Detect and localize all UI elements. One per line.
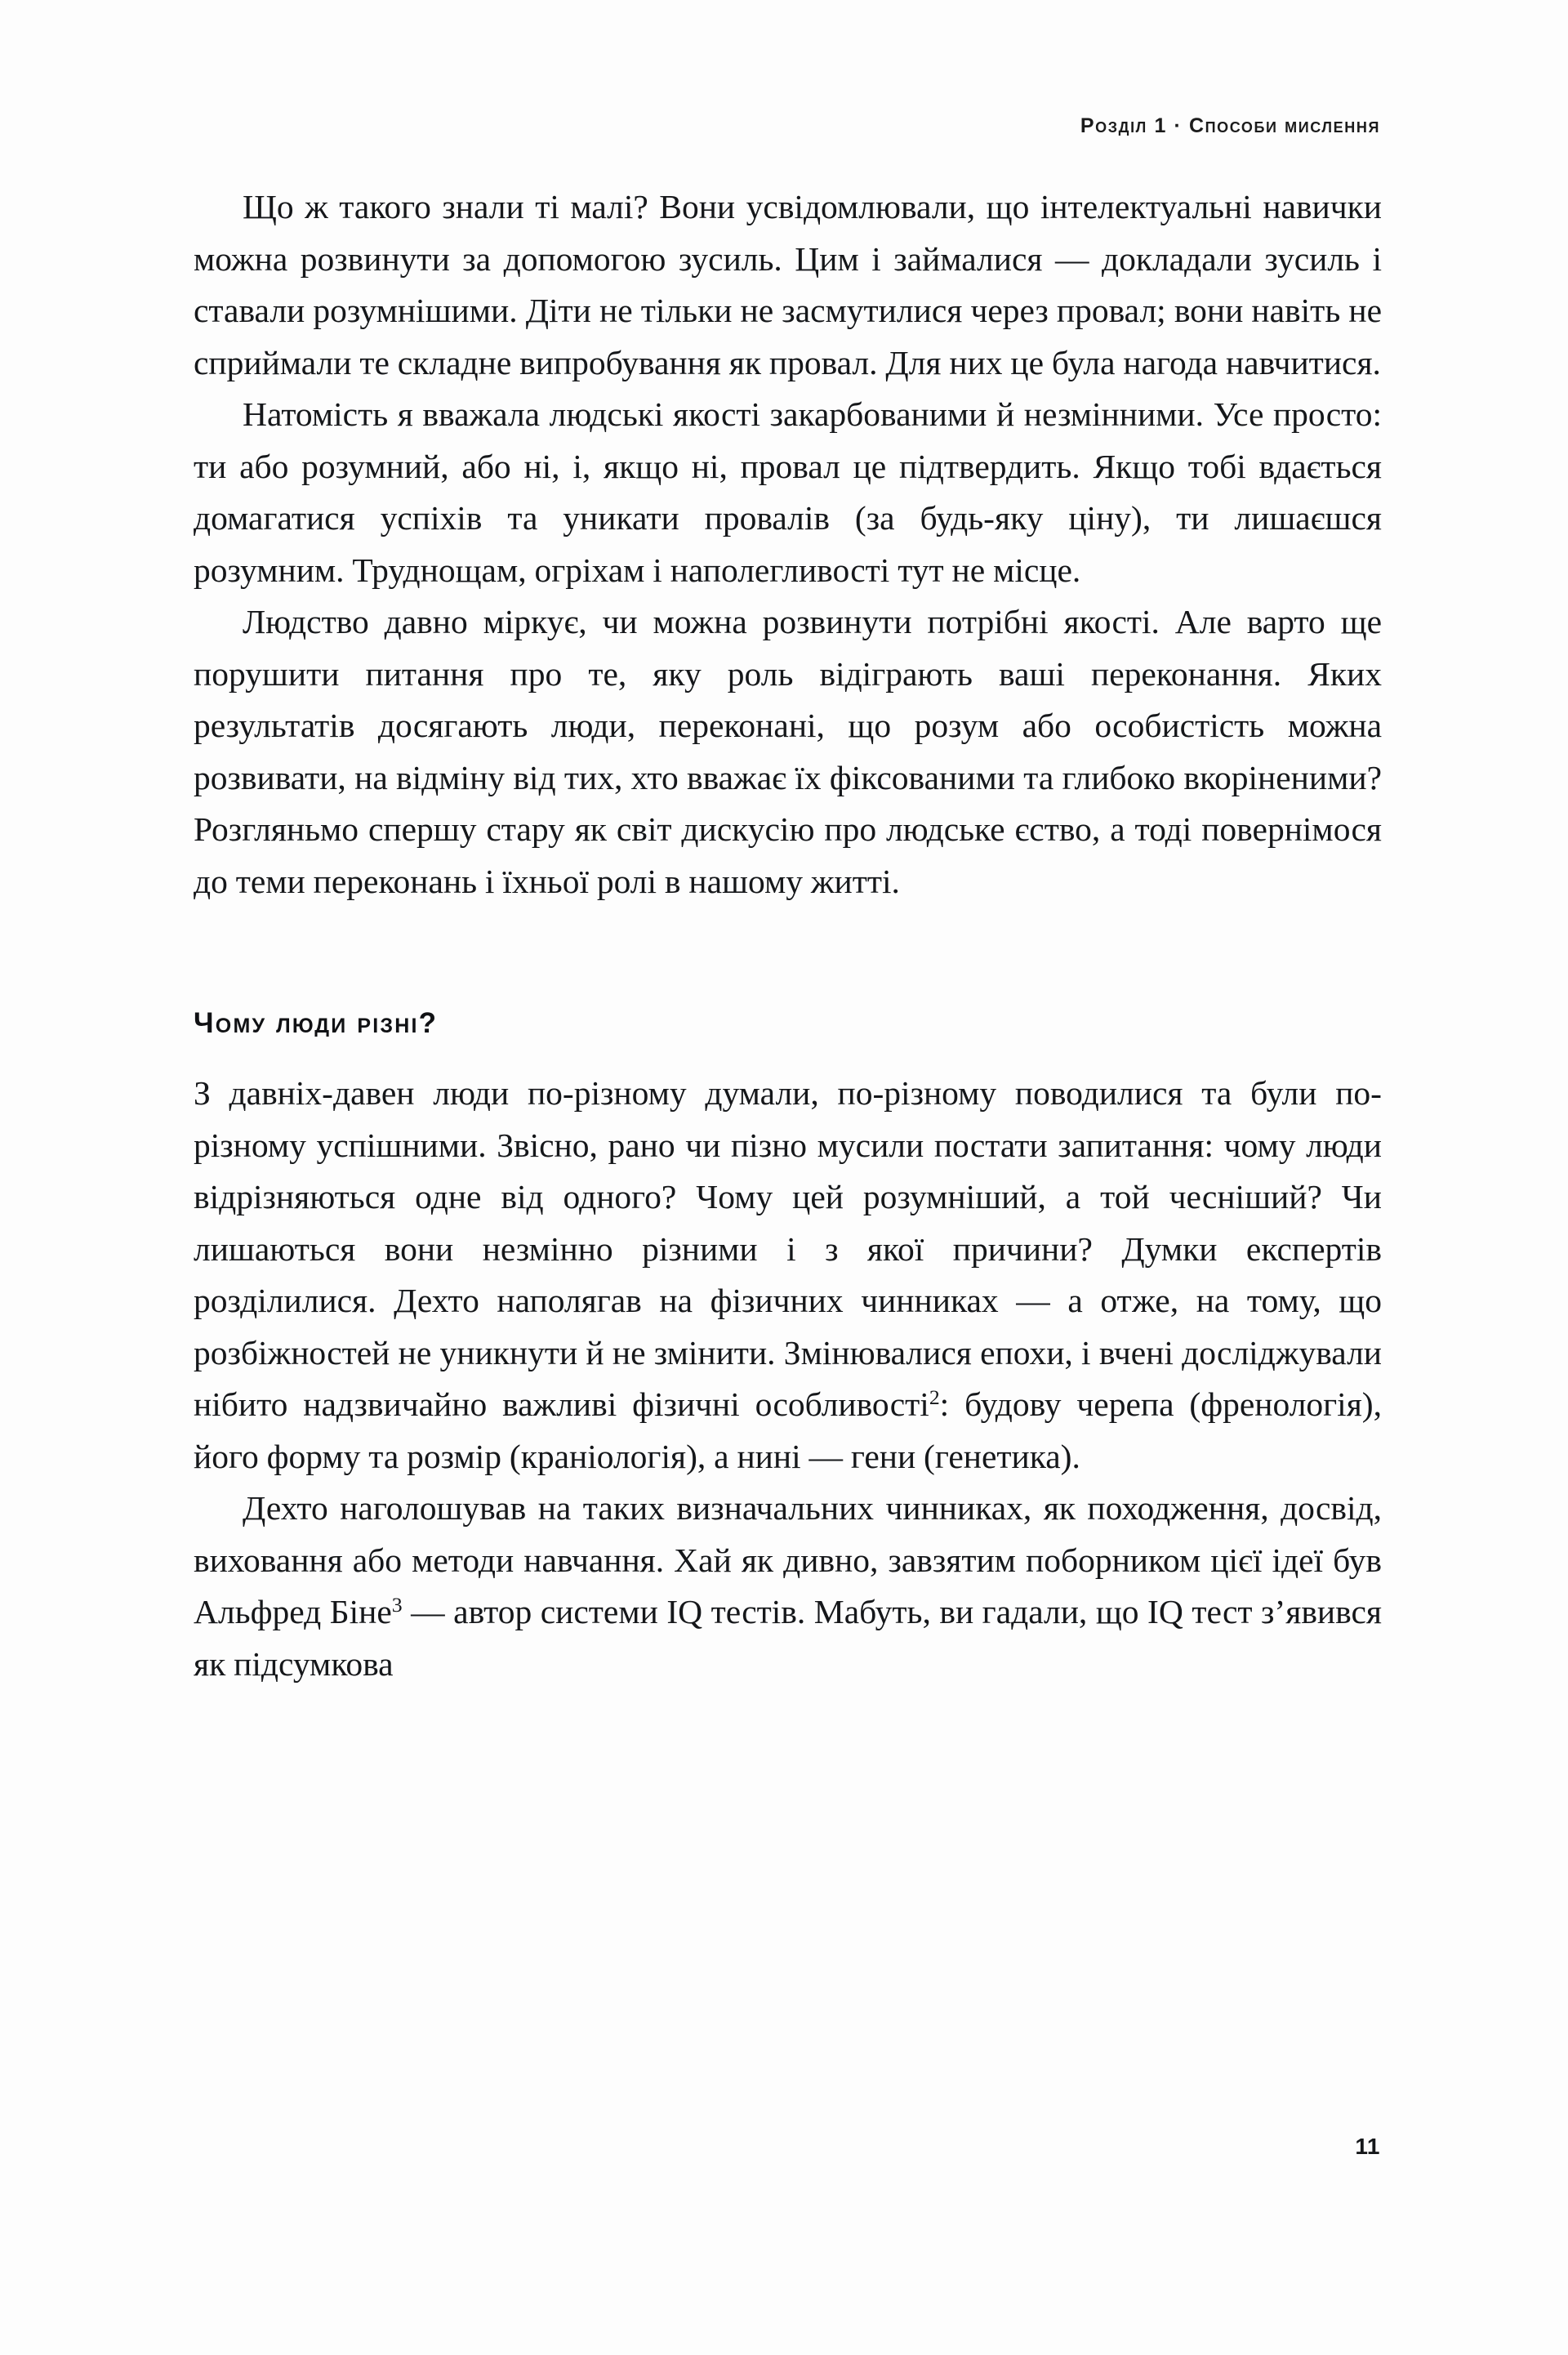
running-head: Розділ 1 · Способи мислення: [1080, 114, 1380, 137]
section-paragraph-2-tail: — автор системи IQ тестів. Мабуть, ви гадали, що IQ тест з’явився як підсумкова: [194, 1593, 1382, 1683]
page-number: 11: [1355, 2134, 1380, 2159]
paragraph-2: Натомість я вважала людські якості закарбованими й незмінними. Усе просто: ти або розумний, або ні, і, якщо ні, провал це підтвердить. Якщо тобі вдається домагатися успіхів та уникати провалів (за будь-яку ціну), ти лишаєшся розумним. Труднощам, огріхам і наполегливості тут не місце.: [194, 395, 1382, 589]
footnote-marker-3[interactable]: 3: [391, 1592, 403, 1617]
text-column: [194, 181, 1382, 1690]
footnote-marker-2[interactable]: 2: [929, 1385, 940, 1409]
section-paragraph-2-lead: Дехто наголошував на таких визначальних чинниках, як походження, досвід, виховання або методи навчання. Хай як дивно, завзятим поборником цієї ідеї був Альфред Біне: [194, 1489, 1382, 1630]
section-heading: Чому люди різні?: [194, 1007, 439, 1039]
section-paragraph-1-tail: : будову черепа (френологія), його форму та розмір (краніологія), а нині — гени (генетика).: [194, 1385, 1382, 1475]
section-paragraph-1: [194, 1068, 1382, 1483]
heading-spacer-above: [194, 908, 1382, 1007]
section-paragraph-1-lead: З давніх-давен люди по-різному думали, по-різному поводилися та були по-різному успішними. Звісно, рано чи пізно мусили постати запитання: чому люди відрізняються одне від одного? Чому цей розумніший, а той чесніший? Чи лишаються вони незмінно різними і з якої причини? Думки експертів розділилися. Дехто наполягав на фізичних чинниках — а отже, на тому, що розбіжностей не уникнути й не змінити. Змінювалися епохи, і вчені досліджували нібито надзвичайно важливі фізичні: [194, 1074, 1382, 1423]
paragraph-1: Що ж такого знали ті малі? Вони усвідомлювали, що інтелектуальні навички можна розвинути за допомогою зусиль. Цим і займалися — докладали зусиль і ставали розумнішими. Діти не тільки не засмутилися через провал; вони навіть не сприймали те складне випробування як провал. Для них це була нагода навчитися.: [194, 188, 1382, 381]
paragraph-3: Людство давно міркує, чи можна розвинути потрібні якості. Але варто ще порушити питання про те, яку роль відіграють ваші переконання. Яких результатів досягають люди, переконані, що розум або особистість можна розвивати, на відміну від тих, хто вважає їх фіксованими та глибоко вкоріненими? Розгляньмо спершу стару як світ дискусію про людське єство, а тоді повернімося до теми переконань і їхньої ролі в нашому житті.: [194, 603, 1382, 900]
section-paragraph-2: [194, 1483, 1382, 1690]
section-paragraph-1-word-before-note: особливості: [755, 1385, 929, 1423]
heading-spacer-below: [194, 1040, 1382, 1068]
